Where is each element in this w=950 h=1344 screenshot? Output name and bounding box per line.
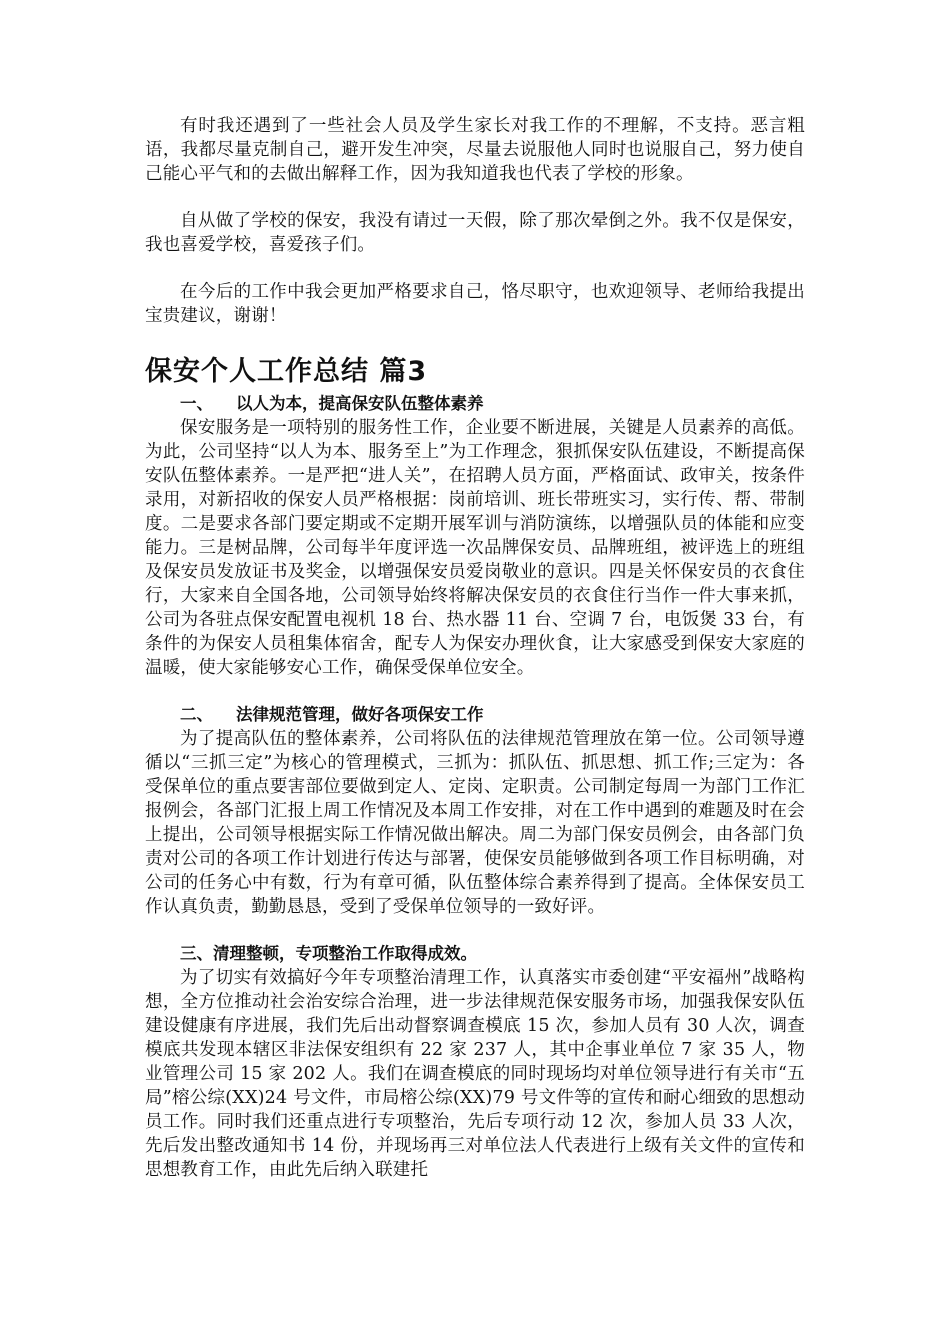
intro-paragraph-2: 自从做了学校的保安，我没有请过一天假，除了那次晕倒之外。我不仅是保安，我也喜爱学校，喜爱孩子们。 xyxy=(145,211,805,255)
section-1-heading xyxy=(145,392,805,416)
section-2-heading xyxy=(145,703,805,727)
page-title: 保安个人工作总结 篇3 xyxy=(145,356,428,387)
section-3-body: 为了切实有效搞好今年专项整治清理工作，认真落实市委创建“平安福州”战略构想，全方位推动社会治安综合治理，进一步法律规范保安服务市场，加强我保安队伍建设健康有序进展，我们先后出动督察调查模底 15 次，参加人员有 30 人次，调查模底共发现本辖区非法保安组织有 22 家 237 人，其中企事业单位 7 家 35 人，物业管理公司 15 家 202 人。我们在调查模底的同时现场均对单位领导进行有关市“五局”榕公综(XX)24 号文件，市局榕公综(XX)79 号文件等的宣传和耐心细致的思想动员工作。同时我们还重点进行专项整治，先后专项行动 12 次，参加人员 33 人次，先后发出整改通知书 14 份，并现场再三对单位法人代表进行上级有关文件的宣传和思想教育工作，由此先后纳入联建托 xyxy=(145,968,805,1180)
section-2-heading-text: 法律规范管理，做好各项保安工作 xyxy=(236,705,484,724)
section-3-number: 三、 xyxy=(180,944,213,963)
document-content xyxy=(145,114,805,1182)
section-1-number: 一、 xyxy=(180,394,213,413)
section-3-heading-text: 清理整顿，专项整治工作取得成效。 xyxy=(213,944,477,963)
intro-paragraph-1: 有时我还遇到了一些社会人员及学生家长对我工作的不理解，不支持。恶言粗语，我都尽量克制自己，避开发生冲突，尽量去说服他人同时也说服自己，努力使自己能心平气和的去做出解释工作，因为我知道我也代表了学校的形象。 xyxy=(145,116,805,184)
section-2-number: 二、 xyxy=(180,705,213,724)
section-3-heading xyxy=(145,942,805,966)
intro-paragraph-3: 在今后的工作中我会更加严格要求自己，恪尽职守，也欢迎领导、老师给我提出宝贵建议，谢谢！ xyxy=(145,282,805,326)
section-1-heading-text: 以人为本，提高保安队伍整体素养 xyxy=(236,394,484,413)
section-2-body: 为了提高队伍的整体素养，公司将队伍的法律规范管理放在第一位。公司领导遵循以“三抓三定”为核心的管理模式，三抓为：抓队伍、抓思想、抓工作;三定为：各受保单位的重点要害部位要做到定人、定岗、定职责。公司制定每周一为部门工作汇报例会，各部门汇报上周工作情况及本周工作安排，对在工作中遇到的难题及时在会上提出，公司领导根据实际工作情况做出解决。周二为部门保安员例会，由各部门负责对公司的各项工作计划进行传达与部署，使保安员能够做到各项工作目标明确，对公司的任务心中有数，行为有章可循，队伍整体综合素养得到了提高。全体保安员工作认真负责，勤勤恳恳，受到了受保单位领导的一致好评。 xyxy=(145,729,805,917)
section-1-body: 保安服务是一项特别的服务性工作，企业要不断进展，关键是人员素养的高低。为此，公司坚持“以人为本、服务至上”为工作理念，狠抓保安队伍建设，不断提高保安队伍整体素养。一是严把“进人关”，在招聘人员方面，严格面试、政审关，按条件录用，对新招收的保安人员严格根据：岗前培训、班长带班实习，实行传、帮、带制度。二是要求各部门要定期或不定期开展军训与消防演练，以增强队员的体能和应变能力。三是树品牌，公司每半年度评选一次品牌保安员、品牌班组，被评选上的班组及保安员发放证书及奖金，以增强保安员爱岗敬业的意识。四是关怀保安员的衣食住行，大家来自全国各地，公司领导始终将解决保安员的衣食住行当作一件大事来抓，公司为各驻点保安配置电视机 18 台、热水器 11 台、空调 7 台，电饭煲 33 台，有条件的为保安人员租集体宿舍，配专人为保安办理伙食，让大家感受到保安大家庭的温暖，使大家能够安心工作，确保受保单位安全。 xyxy=(145,418,805,678)
